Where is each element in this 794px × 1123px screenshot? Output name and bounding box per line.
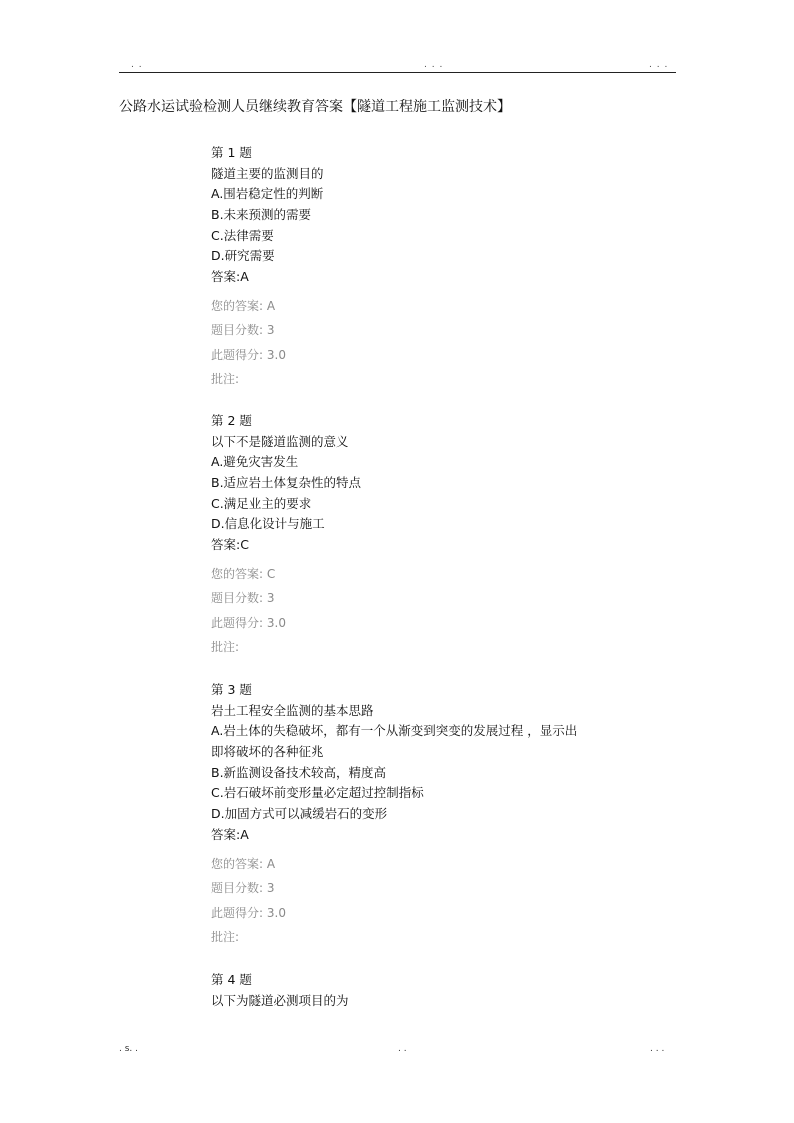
answer: 答案:A bbox=[211, 826, 249, 842]
score-obtained-value: 3.0 bbox=[266, 347, 286, 362]
question-1 bbox=[211, 143, 611, 392]
page-header bbox=[119, 58, 676, 73]
score-obtained bbox=[211, 611, 611, 636]
note-label: 批注: bbox=[211, 930, 240, 945]
option-d: D.信息化设计与施工 bbox=[211, 516, 325, 532]
header-left-mark: . . bbox=[131, 60, 143, 70]
question-score-value: 3 bbox=[266, 881, 275, 896]
your-answer bbox=[211, 852, 611, 877]
question-score-label: 题目分数: bbox=[211, 881, 264, 896]
question-score bbox=[211, 318, 611, 343]
your-answer bbox=[211, 294, 611, 319]
question-text: 以下不是隧道监测的意义 bbox=[211, 433, 349, 449]
option-a: A.岩土体的失稳破坏，都有一个从渐变到突变的发展过程 ，显示出即将破坏的各种征兆 bbox=[211, 723, 578, 760]
question-2 bbox=[211, 411, 611, 660]
footer-right-mark: . . . bbox=[650, 1044, 665, 1054]
score-obtained-value: 3.0 bbox=[266, 905, 286, 920]
answer: 答案:C bbox=[211, 537, 249, 553]
note bbox=[211, 367, 611, 392]
score-obtained bbox=[211, 343, 611, 368]
your-answer-value: A bbox=[266, 298, 276, 313]
your-answer-value: A bbox=[266, 856, 276, 871]
question-score bbox=[211, 876, 611, 901]
question-score-value: 3 bbox=[266, 591, 275, 606]
question-3 bbox=[211, 680, 611, 950]
document-title: 公路水运试验检测人员继续教育答案【隧道工程施工监测技术】 bbox=[119, 99, 511, 115]
question-text: 岩土工程安全监测的基本思路 bbox=[211, 702, 374, 718]
answer: 答案:A bbox=[211, 269, 249, 285]
footer-left-mark: . s. . bbox=[119, 1044, 138, 1054]
question-text: 隧道主要的监测目的 bbox=[211, 165, 324, 181]
question-number: 第 1 题 bbox=[211, 145, 252, 160]
option-a: A.围岩稳定性的判断 bbox=[211, 186, 324, 202]
score-obtained-label: 此题得分: bbox=[211, 615, 264, 630]
option-d: D.加固方式可以减缓岩石的变形 bbox=[211, 806, 388, 822]
question-number: 第 4 题 bbox=[211, 972, 252, 987]
score-obtained bbox=[211, 901, 611, 926]
option-c: C.岩石破坏前变形量必定超过控制指标 bbox=[211, 785, 424, 801]
option-b: B.新监测设备技术较高，精度高 bbox=[211, 764, 387, 780]
your-answer-label: 您的答案: bbox=[211, 298, 264, 313]
your-answer bbox=[211, 562, 611, 587]
your-answer-label: 您的答案: bbox=[211, 856, 264, 871]
your-answer-label: 您的答案: bbox=[211, 566, 264, 581]
note-label: 批注: bbox=[211, 640, 240, 655]
question-score-label: 题目分数: bbox=[211, 323, 264, 338]
question-text: 以下为隧道必测项目的为 bbox=[211, 992, 349, 1008]
option-c: C.满足业主的要求 bbox=[211, 495, 312, 511]
your-answer-value: C bbox=[266, 566, 276, 581]
score-obtained-label: 此题得分: bbox=[211, 905, 264, 920]
question-score-value: 3 bbox=[266, 323, 275, 338]
question-score-label: 题目分数: bbox=[211, 591, 264, 606]
score-obtained-label: 此题得分: bbox=[211, 347, 264, 362]
question-number: 第 2 题 bbox=[211, 413, 252, 428]
note-label: 批注: bbox=[211, 372, 240, 387]
question-score bbox=[211, 586, 611, 611]
option-d: D.研究需要 bbox=[211, 248, 275, 264]
header-center-mark: . . . bbox=[424, 60, 444, 70]
option-c: C.法律需要 bbox=[211, 227, 274, 243]
note bbox=[211, 925, 611, 950]
footer-center-mark: . . bbox=[398, 1044, 407, 1054]
option-b: B.未来预测的需要 bbox=[211, 207, 312, 223]
note bbox=[211, 635, 611, 660]
option-a: A.避免灾害发生 bbox=[211, 454, 299, 470]
header-right-mark: . . . bbox=[649, 60, 669, 70]
question-number: 第 3 题 bbox=[211, 682, 252, 697]
option-b: B.适应岩土体复杂性的特点 bbox=[211, 475, 362, 491]
question-4 bbox=[211, 970, 611, 1011]
score-obtained-value: 3.0 bbox=[266, 615, 286, 630]
